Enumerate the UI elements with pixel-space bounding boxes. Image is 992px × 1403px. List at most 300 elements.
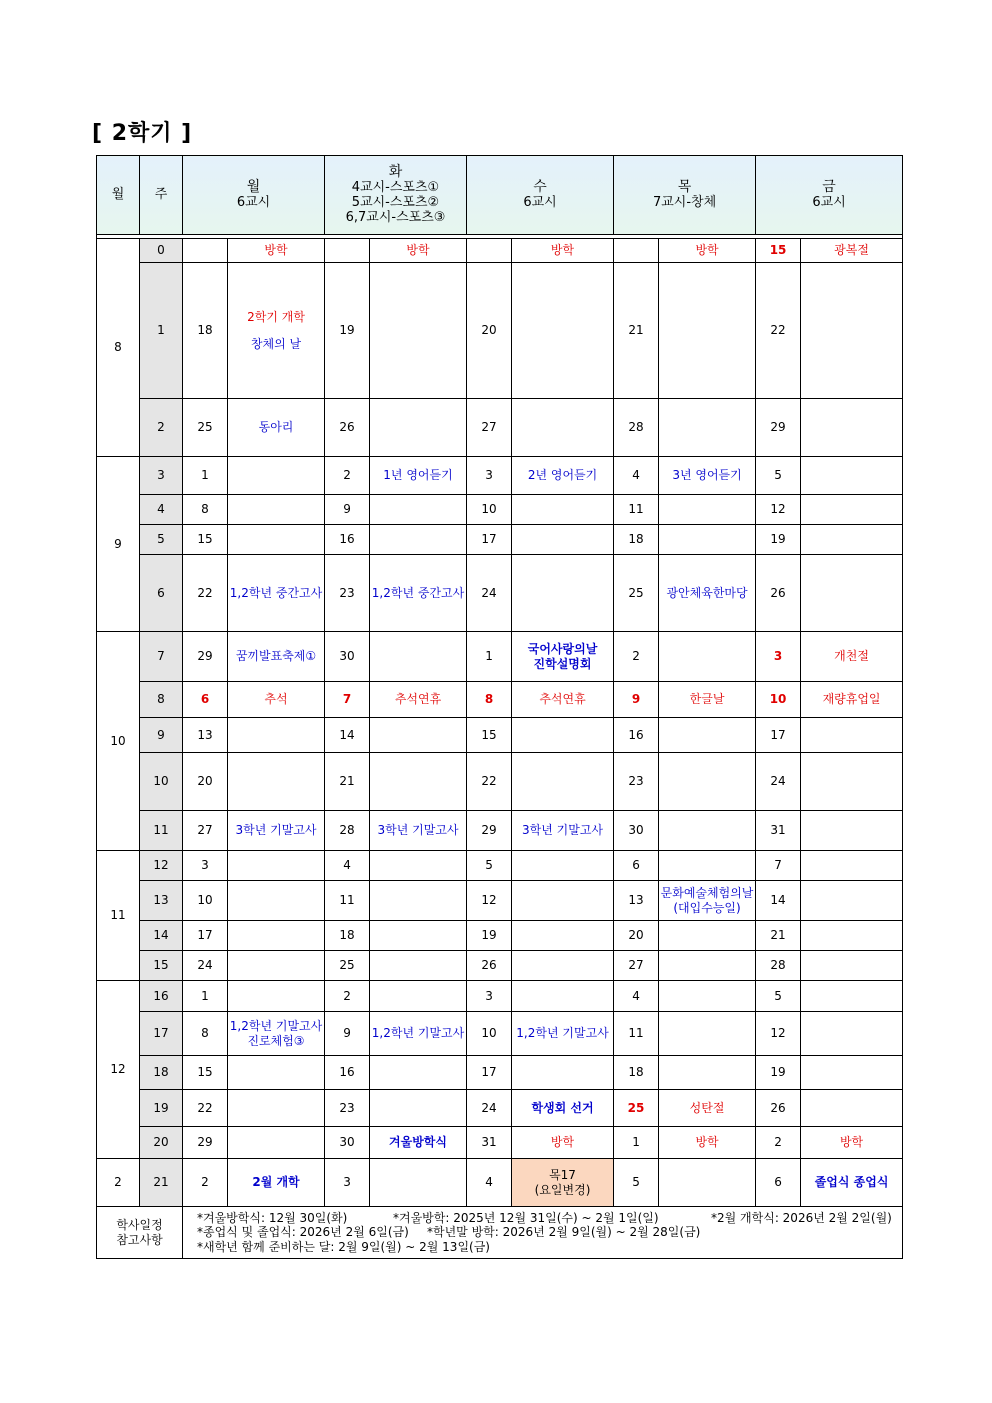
event-cell bbox=[801, 951, 903, 981]
event-cell bbox=[512, 811, 614, 851]
date-cell: 28 bbox=[614, 399, 659, 457]
week-number: 2 bbox=[140, 399, 183, 457]
day-name: 수 bbox=[533, 179, 547, 196]
day-period: 6교시 bbox=[812, 194, 846, 210]
date-cell: 27 bbox=[467, 399, 512, 457]
event-cell bbox=[659, 555, 756, 632]
event-text: 추석연휴 bbox=[394, 692, 442, 707]
note-item: *새학년 함께 준비하는 달: 2월 9일(월) ~ 2월 13일(금) bbox=[197, 1239, 490, 1254]
event-cell bbox=[228, 1056, 325, 1090]
date-cell: 5 bbox=[756, 981, 801, 1012]
note-item: *2월 개학식: 2026년 2월 2일(월) bbox=[711, 1211, 892, 1225]
event-cell bbox=[228, 457, 325, 495]
event-cell bbox=[659, 1090, 756, 1127]
event-text: 재량휴업일 bbox=[822, 692, 881, 707]
date-cell: 25 bbox=[183, 399, 228, 457]
event-cell bbox=[228, 811, 325, 851]
notes-row bbox=[97, 1207, 903, 1259]
week-row bbox=[97, 555, 903, 632]
event-cell bbox=[512, 851, 614, 881]
date-cell: 8 bbox=[467, 682, 512, 718]
date-cell: 21 bbox=[614, 263, 659, 399]
date-cell: 16 bbox=[614, 718, 659, 753]
date-cell: 21 bbox=[756, 921, 801, 951]
event-cell bbox=[228, 1090, 325, 1127]
week-number: 5 bbox=[140, 525, 183, 555]
week-number: 9 bbox=[140, 718, 183, 753]
week-number: 3 bbox=[140, 457, 183, 495]
event-text: 방학 bbox=[550, 243, 575, 258]
event-cell bbox=[801, 632, 903, 682]
event-cell bbox=[512, 525, 614, 555]
event-text: 동아리 bbox=[258, 420, 294, 435]
day-name: 금 bbox=[822, 179, 836, 196]
week-number: 20 bbox=[140, 1127, 183, 1159]
event-cell bbox=[659, 1159, 756, 1207]
event-cell bbox=[512, 1090, 614, 1127]
date-cell: 23 bbox=[325, 555, 370, 632]
week-row bbox=[97, 682, 903, 718]
event-cell bbox=[228, 851, 325, 881]
week-number: 0 bbox=[140, 239, 183, 263]
week-row bbox=[97, 1012, 903, 1056]
month-cell: 9 bbox=[97, 457, 140, 632]
event-cell bbox=[370, 921, 467, 951]
date-cell: 15 bbox=[183, 525, 228, 555]
date-cell: 30 bbox=[325, 632, 370, 682]
date-cell: 28 bbox=[756, 951, 801, 981]
date-cell: 5 bbox=[467, 851, 512, 881]
event-cell bbox=[228, 263, 325, 399]
week-row bbox=[97, 525, 903, 555]
date-cell: 17 bbox=[183, 921, 228, 951]
header-day-mon bbox=[183, 156, 325, 235]
date-cell: 26 bbox=[325, 399, 370, 457]
week-number: 14 bbox=[140, 921, 183, 951]
date-cell: 13 bbox=[614, 881, 659, 921]
event-cell bbox=[228, 951, 325, 981]
date-cell: 17 bbox=[467, 1056, 512, 1090]
month-cell: 12 bbox=[97, 981, 140, 1159]
date-cell: 18 bbox=[183, 263, 228, 399]
event-cell bbox=[370, 682, 467, 718]
event-cell bbox=[512, 718, 614, 753]
event-text: 2학기 개학 bbox=[247, 310, 305, 325]
date-cell: 26 bbox=[467, 951, 512, 981]
event-cell bbox=[228, 1012, 325, 1056]
note-item: *겨울방학: 2025년 12월 31일(수) ~ 2월 1일(일) bbox=[393, 1211, 659, 1225]
date-cell: 4 bbox=[614, 981, 659, 1012]
event-cell bbox=[512, 682, 614, 718]
date-cell: 27 bbox=[183, 811, 228, 851]
date-cell: 4 bbox=[614, 457, 659, 495]
date-cell: 23 bbox=[614, 753, 659, 811]
date-cell bbox=[614, 239, 659, 263]
date-cell: 29 bbox=[183, 1127, 228, 1159]
date-cell: 17 bbox=[756, 718, 801, 753]
event-cell bbox=[370, 1056, 467, 1090]
date-cell: 24 bbox=[756, 753, 801, 811]
event-cell bbox=[370, 399, 467, 457]
date-cell: 13 bbox=[183, 718, 228, 753]
event-cell bbox=[512, 457, 614, 495]
event-text: 국어사랑의날 bbox=[527, 642, 598, 657]
date-cell: 3 bbox=[183, 851, 228, 881]
event-cell bbox=[801, 811, 903, 851]
event-cell bbox=[512, 951, 614, 981]
event-cell bbox=[512, 1056, 614, 1090]
week-number: 11 bbox=[140, 811, 183, 851]
event-cell bbox=[659, 753, 756, 811]
date-cell: 8 bbox=[183, 1012, 228, 1056]
day-period: 6,7교시-스포츠③ bbox=[345, 209, 446, 225]
date-cell: 19 bbox=[467, 921, 512, 951]
date-cell: 27 bbox=[614, 951, 659, 981]
event-text: 추석연휴 bbox=[539, 692, 586, 707]
event-cell bbox=[512, 495, 614, 525]
event-cell bbox=[370, 951, 467, 981]
event-cell bbox=[512, 1159, 614, 1207]
date-cell: 5 bbox=[756, 457, 801, 495]
notes-line bbox=[197, 1240, 902, 1254]
week-number: 13 bbox=[140, 881, 183, 921]
date-cell: 9 bbox=[325, 1012, 370, 1056]
event-cell bbox=[659, 632, 756, 682]
date-cell: 19 bbox=[325, 263, 370, 399]
event-text: 문화예술체험의날 bbox=[660, 886, 754, 901]
event-cell bbox=[659, 495, 756, 525]
event-cell bbox=[370, 851, 467, 881]
event-text: 1,2학년 기말고사 bbox=[516, 1026, 609, 1041]
date-cell: 3 bbox=[325, 1159, 370, 1207]
page-title: [ 2학기 ] bbox=[92, 121, 193, 146]
week-number: 15 bbox=[140, 951, 183, 981]
date-cell: 22 bbox=[467, 753, 512, 811]
day-period: 4교시-스포츠① bbox=[351, 179, 440, 195]
date-cell: 9 bbox=[325, 495, 370, 525]
event-cell bbox=[801, 525, 903, 555]
date-cell: 6 bbox=[756, 1159, 801, 1207]
date-cell: 24 bbox=[467, 1090, 512, 1127]
event-cell bbox=[801, 263, 903, 399]
date-cell: 24 bbox=[467, 555, 512, 632]
event-cell bbox=[801, 753, 903, 811]
week-number: 10 bbox=[140, 753, 183, 811]
event-cell bbox=[512, 555, 614, 632]
event-cell bbox=[659, 1127, 756, 1159]
date-cell: 12 bbox=[756, 495, 801, 525]
event-cell bbox=[370, 811, 467, 851]
event-cell bbox=[801, 981, 903, 1012]
event-text: 추석 bbox=[264, 692, 288, 707]
event-text: 1,2학년 기말고사 bbox=[229, 1019, 323, 1034]
date-cell: 3 bbox=[467, 981, 512, 1012]
note-item: *학년말 방학: 2026년 2월 9일(월) ~ 2월 28일(금) bbox=[427, 1225, 701, 1240]
date-cell: 12 bbox=[467, 881, 512, 921]
event-cell bbox=[228, 525, 325, 555]
header-day-wed bbox=[467, 156, 614, 235]
event-text: 1,2학년 기말고사 bbox=[371, 1026, 465, 1041]
date-cell: 4 bbox=[325, 851, 370, 881]
event-cell bbox=[370, 1090, 467, 1127]
date-cell: 19 bbox=[756, 525, 801, 555]
date-cell: 2 bbox=[325, 981, 370, 1012]
date-cell: 18 bbox=[614, 1056, 659, 1090]
date-cell: 18 bbox=[325, 921, 370, 951]
week-number: 19 bbox=[140, 1090, 183, 1127]
event-text: 방학 bbox=[695, 243, 719, 258]
date-cell: 10 bbox=[756, 682, 801, 718]
event-cell bbox=[512, 921, 614, 951]
event-cell bbox=[659, 981, 756, 1012]
date-cell: 15 bbox=[467, 718, 512, 753]
event-cell bbox=[512, 399, 614, 457]
event-cell bbox=[370, 1159, 467, 1207]
event-cell bbox=[370, 881, 467, 921]
date-cell: 6 bbox=[183, 682, 228, 718]
event-cell bbox=[801, 399, 903, 457]
date-cell: 14 bbox=[325, 718, 370, 753]
week-number: 18 bbox=[140, 1056, 183, 1090]
week-number: 7 bbox=[140, 632, 183, 682]
day-name: 목 bbox=[677, 179, 692, 196]
date-cell: 10 bbox=[183, 881, 228, 921]
event-text: 1,2학년 중간고사 bbox=[229, 585, 323, 600]
notes-label-line: 학사일정 bbox=[116, 1218, 163, 1233]
event-cell bbox=[659, 921, 756, 951]
event-cell bbox=[370, 525, 467, 555]
event-cell bbox=[659, 399, 756, 457]
week-row bbox=[97, 632, 903, 682]
event-cell bbox=[801, 495, 903, 525]
date-cell: 11 bbox=[614, 495, 659, 525]
date-cell: 29 bbox=[756, 399, 801, 457]
date-cell: 16 bbox=[325, 1056, 370, 1090]
event-cell bbox=[228, 753, 325, 811]
note-item: *겨울방학식: 12월 30일(화) bbox=[197, 1211, 348, 1225]
event-text: 3학년 기말고사 bbox=[522, 823, 604, 838]
week-row bbox=[97, 981, 903, 1012]
date-cell: 31 bbox=[756, 811, 801, 851]
date-cell: 26 bbox=[756, 1090, 801, 1127]
date-cell: 16 bbox=[325, 525, 370, 555]
event-text: 개천절 bbox=[834, 649, 869, 664]
event-cell bbox=[659, 951, 756, 981]
event-cell bbox=[659, 263, 756, 399]
date-cell: 2 bbox=[614, 632, 659, 682]
week-row bbox=[97, 753, 903, 811]
event-text: 진로체험③ bbox=[247, 1033, 305, 1048]
date-cell: 22 bbox=[183, 555, 228, 632]
event-cell bbox=[512, 239, 614, 263]
date-cell: 12 bbox=[756, 1012, 801, 1056]
date-cell: 25 bbox=[325, 951, 370, 981]
event-cell bbox=[659, 682, 756, 718]
date-cell: 4 bbox=[467, 1159, 512, 1207]
event-text: 방학 bbox=[695, 1135, 719, 1150]
month-cell: 11 bbox=[97, 851, 140, 981]
notes-line bbox=[197, 1211, 902, 1225]
event-text: 꿈끼발표축제① bbox=[235, 649, 317, 664]
event-cell bbox=[228, 881, 325, 921]
event-cell bbox=[228, 632, 325, 682]
event-cell bbox=[370, 555, 467, 632]
day-period: 5교시-스포츠② bbox=[351, 194, 440, 210]
event-cell bbox=[659, 239, 756, 263]
event-cell bbox=[370, 495, 467, 525]
event-cell bbox=[801, 1127, 903, 1159]
event-cell bbox=[370, 632, 467, 682]
date-cell: 3 bbox=[467, 457, 512, 495]
month-cell: 10 bbox=[97, 632, 140, 851]
event-cell bbox=[659, 811, 756, 851]
event-cell bbox=[801, 1056, 903, 1090]
event-cell bbox=[228, 495, 325, 525]
date-cell: 25 bbox=[614, 1090, 659, 1127]
date-cell: 10 bbox=[467, 1012, 512, 1056]
week-number: 12 bbox=[140, 851, 183, 881]
event-text: 2월 개학 bbox=[252, 1175, 300, 1190]
event-cell bbox=[228, 239, 325, 263]
event-cell bbox=[228, 921, 325, 951]
week-number: 4 bbox=[140, 495, 183, 525]
date-cell: 30 bbox=[325, 1127, 370, 1159]
month-cell: 2 bbox=[97, 1159, 140, 1207]
week-number: 17 bbox=[140, 1012, 183, 1056]
date-cell: 22 bbox=[183, 1090, 228, 1127]
week-row bbox=[97, 495, 903, 525]
date-cell: 3 bbox=[756, 632, 801, 682]
header-day-tue bbox=[325, 156, 467, 235]
date-cell: 1 bbox=[183, 981, 228, 1012]
event-cell bbox=[801, 239, 903, 263]
event-cell bbox=[370, 457, 467, 495]
event-cell bbox=[512, 1012, 614, 1056]
event-cell bbox=[801, 718, 903, 753]
event-text: 방학 bbox=[264, 243, 288, 258]
week-number: 8 bbox=[140, 682, 183, 718]
date-cell: 29 bbox=[183, 632, 228, 682]
day-name: 월 bbox=[246, 179, 261, 196]
event-cell bbox=[512, 1127, 614, 1159]
event-cell bbox=[512, 753, 614, 811]
date-cell: 26 bbox=[756, 555, 801, 632]
event-text: 광복절 bbox=[834, 243, 869, 258]
date-cell: 6 bbox=[614, 851, 659, 881]
week-row bbox=[97, 811, 903, 851]
week-row bbox=[97, 239, 903, 263]
event-cell bbox=[801, 1090, 903, 1127]
event-text: 방학 bbox=[550, 1135, 575, 1150]
event-cell bbox=[370, 263, 467, 399]
week-number: 21 bbox=[140, 1159, 183, 1207]
date-cell: 30 bbox=[614, 811, 659, 851]
date-cell: 17 bbox=[467, 525, 512, 555]
event-cell bbox=[659, 881, 756, 921]
month-cell: 8 bbox=[97, 239, 140, 457]
event-text: 졸업식 종업식 bbox=[814, 1175, 889, 1190]
event-text: 창체의 날 bbox=[250, 336, 302, 351]
day-period: 6교시 bbox=[236, 194, 271, 210]
date-cell: 2 bbox=[325, 457, 370, 495]
event-text: 방학 bbox=[406, 243, 430, 258]
event-cell bbox=[659, 1012, 756, 1056]
event-text: 겨울방학식 bbox=[389, 1135, 447, 1150]
event-text: 1년 영어듣기 bbox=[383, 468, 453, 483]
event-text: (대입수능일) bbox=[673, 900, 741, 915]
header-row bbox=[97, 156, 903, 235]
date-cell: 19 bbox=[756, 1056, 801, 1090]
date-cell: 20 bbox=[183, 753, 228, 811]
event-cell bbox=[659, 718, 756, 753]
event-text: 방학 bbox=[839, 1135, 864, 1150]
event-cell bbox=[801, 555, 903, 632]
date-cell: 8 bbox=[183, 495, 228, 525]
notes-content bbox=[183, 1207, 903, 1259]
date-cell: 31 bbox=[467, 1127, 512, 1159]
week-row bbox=[97, 881, 903, 921]
week-row bbox=[97, 1056, 903, 1090]
note-item: *종업식 및 졸업식: 2026년 2월 6일(금) bbox=[197, 1225, 409, 1240]
date-cell: 20 bbox=[467, 263, 512, 399]
week-number: 1 bbox=[140, 263, 183, 399]
event-text: 3년 영어듣기 bbox=[672, 468, 742, 483]
date-cell: 25 bbox=[614, 555, 659, 632]
date-cell bbox=[183, 239, 228, 263]
event-cell bbox=[659, 457, 756, 495]
event-text: 3학년 기말고사 bbox=[235, 823, 317, 838]
date-cell: 14 bbox=[756, 881, 801, 921]
event-cell bbox=[228, 1127, 325, 1159]
event-cell bbox=[228, 1159, 325, 1207]
day-period: 7교시-창체 bbox=[652, 194, 717, 210]
event-cell bbox=[370, 718, 467, 753]
date-cell: 23 bbox=[325, 1090, 370, 1127]
date-cell: 28 bbox=[325, 811, 370, 851]
date-cell: 11 bbox=[614, 1012, 659, 1056]
academic-calendar-table bbox=[96, 155, 903, 1259]
event-text: 광안체육한마당 bbox=[666, 585, 748, 600]
event-text: 성탄절 bbox=[689, 1100, 725, 1115]
event-text: 진학설명회 bbox=[533, 656, 592, 671]
event-cell bbox=[228, 682, 325, 718]
notes-label bbox=[97, 1207, 183, 1259]
event-cell bbox=[801, 682, 903, 718]
event-cell bbox=[801, 851, 903, 881]
event-text: 목17 bbox=[549, 1168, 576, 1183]
event-cell bbox=[512, 881, 614, 921]
event-cell bbox=[228, 718, 325, 753]
date-cell: 18 bbox=[614, 525, 659, 555]
week-row bbox=[97, 921, 903, 951]
event-text: (요일변경) bbox=[534, 1182, 591, 1197]
date-cell: 1 bbox=[614, 1127, 659, 1159]
week-row bbox=[97, 1127, 903, 1159]
header-day-fri bbox=[756, 156, 903, 235]
event-text: 학생회 선거 bbox=[531, 1100, 594, 1115]
calendar-body bbox=[97, 239, 903, 1207]
event-cell bbox=[801, 921, 903, 951]
date-cell: 1 bbox=[467, 632, 512, 682]
date-cell: 11 bbox=[325, 881, 370, 921]
event-cell bbox=[370, 1012, 467, 1056]
notes-line bbox=[197, 1225, 902, 1239]
event-cell bbox=[512, 263, 614, 399]
week-row bbox=[97, 1090, 903, 1127]
week-row bbox=[97, 457, 903, 495]
event-cell bbox=[512, 981, 614, 1012]
date-cell: 2 bbox=[756, 1127, 801, 1159]
